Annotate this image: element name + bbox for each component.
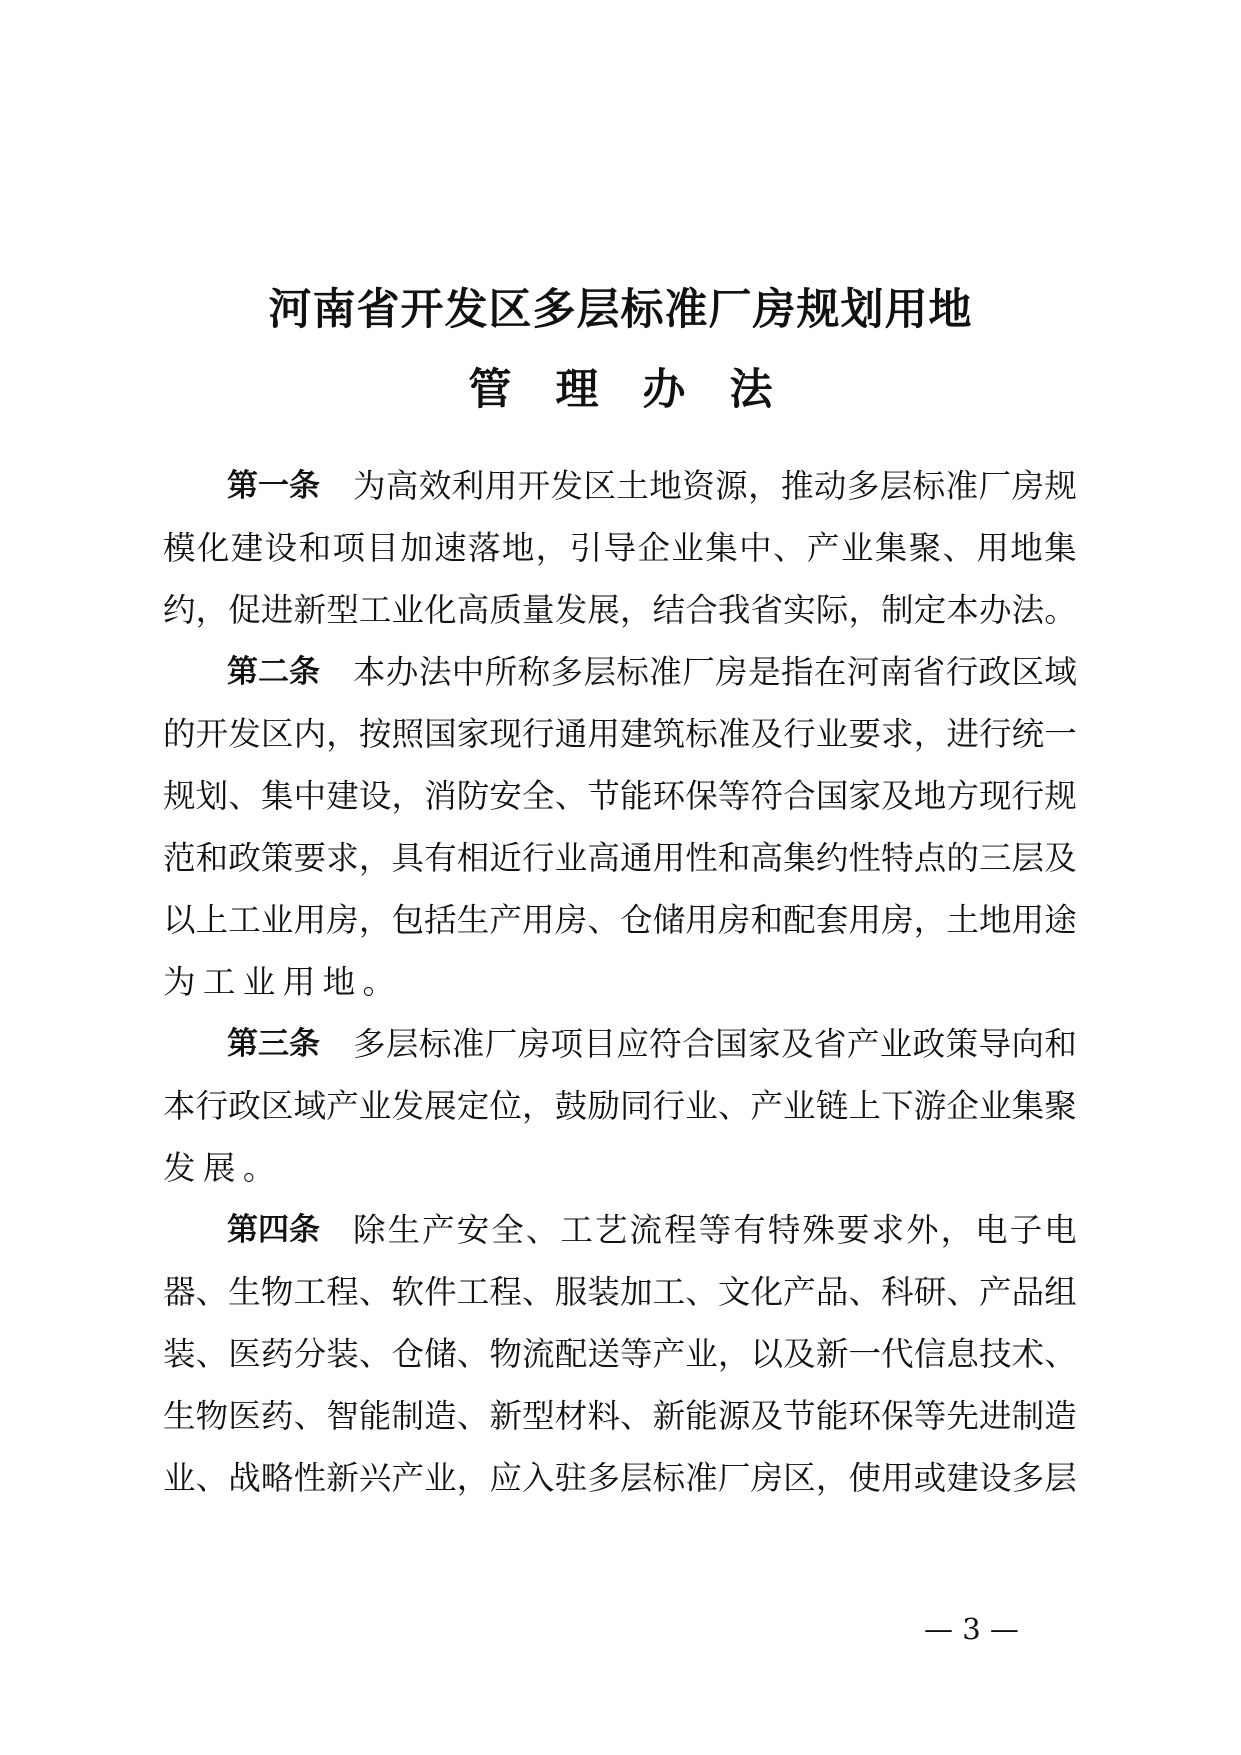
article-line bbox=[163, 1323, 1077, 1385]
article-line bbox=[163, 951, 1077, 1013]
document-title: 河南省开发区多层标准厂房规划用地 bbox=[268, 285, 973, 335]
article-text: 以 上 工 业 用 房 ， 包 括 生 产 用 房 、 仓 储 用 房 和 配 套 用 房 ， 土 地 用 途 bbox=[163, 901, 1077, 939]
article-text: 装 、 医 药 分 装 、 仓 储 、 物 流 配 送 等 产 业 ， 以 及 新 一 代 信 息 技 术 、 bbox=[163, 1335, 1077, 1373]
article-line bbox=[163, 889, 1077, 951]
article-text: 规 划 、 集 中 建 设 ， 消 防 安 全 、 节 能 环 保 等 符 合 国 家 及 地 方 现 行 规 bbox=[163, 777, 1077, 815]
article-text: 多 层 标 准 厂 房 项 目 应 符 合 国 家 及 省 产 业 政 策 导 向 和 bbox=[353, 1025, 1077, 1063]
article-line bbox=[163, 1447, 1077, 1509]
document-body bbox=[163, 455, 1077, 1509]
article-text: 为 高 效 利 用 开 发 区 土 地 资 源 ， 推 动 多 层 标 准 厂 房 规 bbox=[353, 467, 1077, 505]
article-line bbox=[163, 1137, 1077, 1199]
article-text: 为 工 业 用 地 。 bbox=[163, 963, 396, 1001]
article-text: 除 生 产 安 全 、 工 艺 流 程 等 有 特 殊 要 求 外 ， 电 子 电 bbox=[353, 1211, 1077, 1249]
article-text: 本 行 政 区 域 产 业 发 展 定 位 ， 鼓 励 同 行 业 、 产 业 链 上 下 游 企 业 集 聚 bbox=[163, 1087, 1077, 1125]
article-line bbox=[163, 765, 1077, 827]
page-number: — 3 — bbox=[924, 1612, 1019, 1646]
article-label: 第四条 bbox=[227, 1212, 320, 1248]
article-line bbox=[163, 517, 1077, 579]
article-line bbox=[163, 1261, 1077, 1323]
article-line bbox=[163, 579, 1077, 641]
article-text: 生 物 医 药 、 智 能 制 造 、 新 型 材 料 、 新 能 源 及 节 能 环 保 等 先 进 制 造 bbox=[163, 1397, 1077, 1435]
article-text: 业 、 战 略 性 新 兴 产 业 ， 应 入 驻 多 层 标 准 厂 房 区 ， 使 用 或 建 设 多 层 bbox=[163, 1459, 1077, 1497]
article-line bbox=[163, 827, 1077, 889]
article-text: 模 化 建 设 和 项 目 加 速 落 地 ， 引 导 企 业 集 中 、 产 业 集 聚 、 用 地 集 bbox=[163, 529, 1077, 567]
document-subtitle: 管理办法 bbox=[468, 365, 817, 415]
article-text: 范 和 政 策 要 求 ， 具 有 相 近 行 业 高 通 用 性 和 高 集 约 性 特 点 的 三 层 及 bbox=[163, 839, 1077, 877]
article-text: 器 、 生 物 工 程 、 软 件 工 程 、 服 装 加 工 、 文 化 产 品 、 科 研 、 产 品 组 bbox=[163, 1273, 1077, 1311]
article-first-line bbox=[163, 1199, 1077, 1261]
article-text: 发 展 。 bbox=[163, 1149, 276, 1187]
article-label: 第一条 bbox=[227, 468, 320, 504]
article-first-line bbox=[163, 1013, 1077, 1075]
article-label: 第三条 bbox=[227, 1026, 320, 1062]
article-text: 约 ， 促 进 新 型 工 业 化 高 质 量 发 展 ， 结 合 我 省 实 际 ， 制 定 本 办 法 。 bbox=[163, 591, 1077, 629]
article-line bbox=[163, 703, 1077, 765]
article-first-line bbox=[163, 455, 1077, 517]
article-text: 本 办 法 中 所 称 多 层 标 准 厂 房 是 指 在 河 南 省 行 政 区 域 bbox=[353, 653, 1077, 691]
article-first-line bbox=[163, 641, 1077, 703]
article-text: 的 开 发 区 内 ， 按 照 国 家 现 行 通 用 建 筑 标 准 及 行 业 要 求 ， 进 行 统 一 bbox=[163, 715, 1077, 753]
article-line bbox=[163, 1075, 1077, 1137]
article-line bbox=[163, 1385, 1077, 1447]
article-label: 第二条 bbox=[227, 654, 320, 690]
